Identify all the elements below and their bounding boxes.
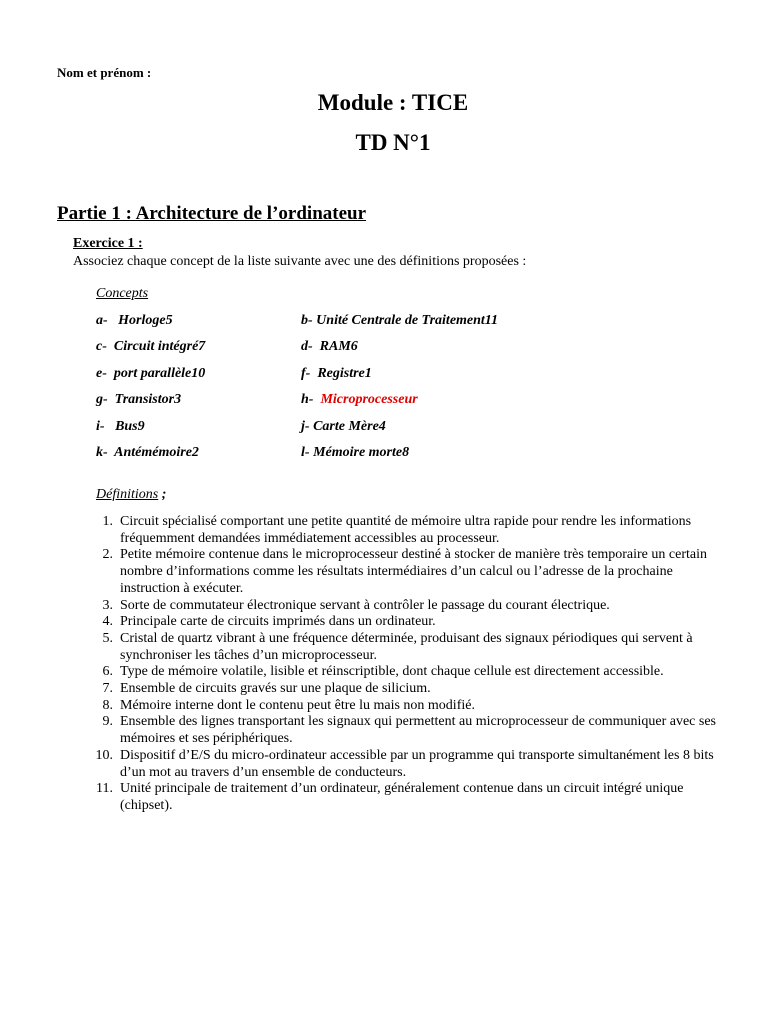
- definition-text: Type de mémoire volatile, lisible et réinscriptible, dont chaque cellule est directement accessible.: [120, 664, 664, 680]
- concept-prefix: i-: [96, 419, 105, 434]
- concept-prefix: l-: [301, 445, 310, 460]
- concept-text: Horloge5: [118, 313, 173, 328]
- concept-prefix: f-: [301, 366, 311, 381]
- concept-text: Mémoire morte8: [313, 445, 410, 460]
- exercise-instruction: Associez chaque concept de la liste suivante avec une des définitions proposées :: [73, 254, 527, 269]
- concept-text: Unité Centrale de Traitement11: [316, 313, 499, 328]
- definition-item: [89, 781, 729, 814]
- concept-item: [301, 419, 386, 435]
- concept-text: Circuit intégré7: [113, 339, 206, 354]
- concepts-heading: Concepts: [96, 286, 149, 301]
- concept-text: Carte Mère4: [313, 419, 386, 434]
- definition-item: [89, 547, 729, 597]
- definition-number: 7.: [102, 681, 113, 697]
- concept-text: Transistor3: [114, 392, 182, 407]
- definition-item: [89, 598, 729, 615]
- concept-item: [96, 366, 205, 382]
- concept-prefix: b-: [301, 313, 313, 328]
- definition-text: Unité principale de traitement d’un ordinateur, généralement contenue dans un circuit intégré unique (chipset).: [120, 781, 684, 813]
- concept-prefix: k-: [96, 445, 108, 460]
- definition-text: Dispositif d’E/S du micro-ordinateur accessible par un programme qui transporte simultanément les 8 bits d’un mot au travers d’un ensemble de conducteurs.: [120, 747, 714, 780]
- concept-prefix: d-: [301, 339, 313, 354]
- definition-text: Mémoire interne dont le contenu peut être lu mais non modifié.: [120, 697, 475, 713]
- concept-item: [301, 366, 372, 382]
- definitions-heading: [96, 487, 166, 503]
- concept-text: Bus9: [115, 419, 145, 434]
- concept-prefix: j-: [301, 419, 310, 434]
- definition-item: [89, 681, 729, 698]
- definitions-heading-suffix: ;: [161, 487, 167, 502]
- definition-text: Petite mémoire contenue dans le microprocesseur destiné à stocker de manière très temporaire un certain nombre d’informations comme les résultats intermédiaires d’un calcul ou l’adresse de la prochaine instruction à exécuter.: [120, 547, 707, 596]
- definition-text: Ensemble de circuits gravés sur une plaque de silicium.: [120, 681, 431, 697]
- definition-text: Principale carte de circuits imprimés dans un ordinateur.: [120, 614, 436, 630]
- definition-item: [89, 664, 729, 681]
- definitions-list: [89, 514, 729, 815]
- definition-item: [89, 748, 729, 781]
- concept-item: [301, 339, 358, 355]
- definitions-heading-label: Définitions: [96, 487, 159, 502]
- concept-text: Antémémoire2: [114, 445, 199, 460]
- concept-item: [96, 419, 145, 435]
- concept-text: RAM6: [319, 339, 358, 354]
- concept-text: port parallèle10: [113, 366, 206, 381]
- definition-item: [89, 698, 729, 715]
- concept-item: [301, 445, 409, 461]
- concept-prefix: c-: [96, 339, 107, 354]
- definition-text: Circuit spécialisé comportant une petite quantité de mémoire ultra rapide pour rendre les informations fréquemment demandées immédiatement accessibles au processeur.: [120, 514, 692, 546]
- concept-item: [301, 392, 418, 408]
- definition-number: 10.: [95, 747, 113, 763]
- concept-item: [96, 313, 173, 329]
- definition-number: 3.: [102, 597, 113, 613]
- concept-prefix: a-: [96, 313, 108, 328]
- definition-text: Sorte de commutateur électronique servant à contrôler le passage du courant électrique.: [120, 597, 610, 613]
- definition-number: 11.: [96, 781, 113, 797]
- definition-text: Cristal de quartz vibrant à une fréquence déterminée, produisant des signaux périodiques qui servent à synchroniser les tâches d’un microprocesseur.: [120, 630, 693, 663]
- concept-item: [96, 445, 199, 461]
- definition-number: 4.: [102, 614, 113, 630]
- concept-item: [301, 313, 498, 329]
- module-title: Module : TICE: [317, 90, 469, 115]
- concept-text: Registre1: [317, 366, 372, 381]
- definition-item: [89, 714, 729, 747]
- definition-number: 9.: [102, 714, 113, 730]
- definition-item: [89, 514, 729, 547]
- concept-item: [96, 392, 181, 408]
- definition-item: [89, 631, 729, 664]
- definition-number: 5.: [102, 630, 113, 646]
- definition-number: 2.: [102, 547, 113, 563]
- part-title: Partie 1 : Architecture de l’ordinateur: [57, 203, 367, 224]
- concept-prefix: h-: [301, 392, 314, 407]
- definition-number: 1.: [102, 514, 113, 529]
- definition-number: 8.: [102, 697, 113, 713]
- definition-text: Ensemble des lignes transportant les signaux qui permettent au microprocesseur de communiquer avec ses mémoires et ses périphériques.: [120, 714, 716, 747]
- name-label: Nom et prénom :: [57, 65, 152, 80]
- definition-item: [89, 614, 729, 631]
- concept-text-highlighted: Microprocesseur: [320, 392, 418, 407]
- exercise-title: Exercice 1 :: [73, 236, 143, 251]
- concept-prefix: g-: [96, 392, 108, 407]
- concept-item: [96, 339, 205, 355]
- td-title: TD N°1: [355, 130, 431, 155]
- definition-number: 6.: [102, 664, 113, 680]
- concept-prefix: e-: [96, 366, 107, 381]
